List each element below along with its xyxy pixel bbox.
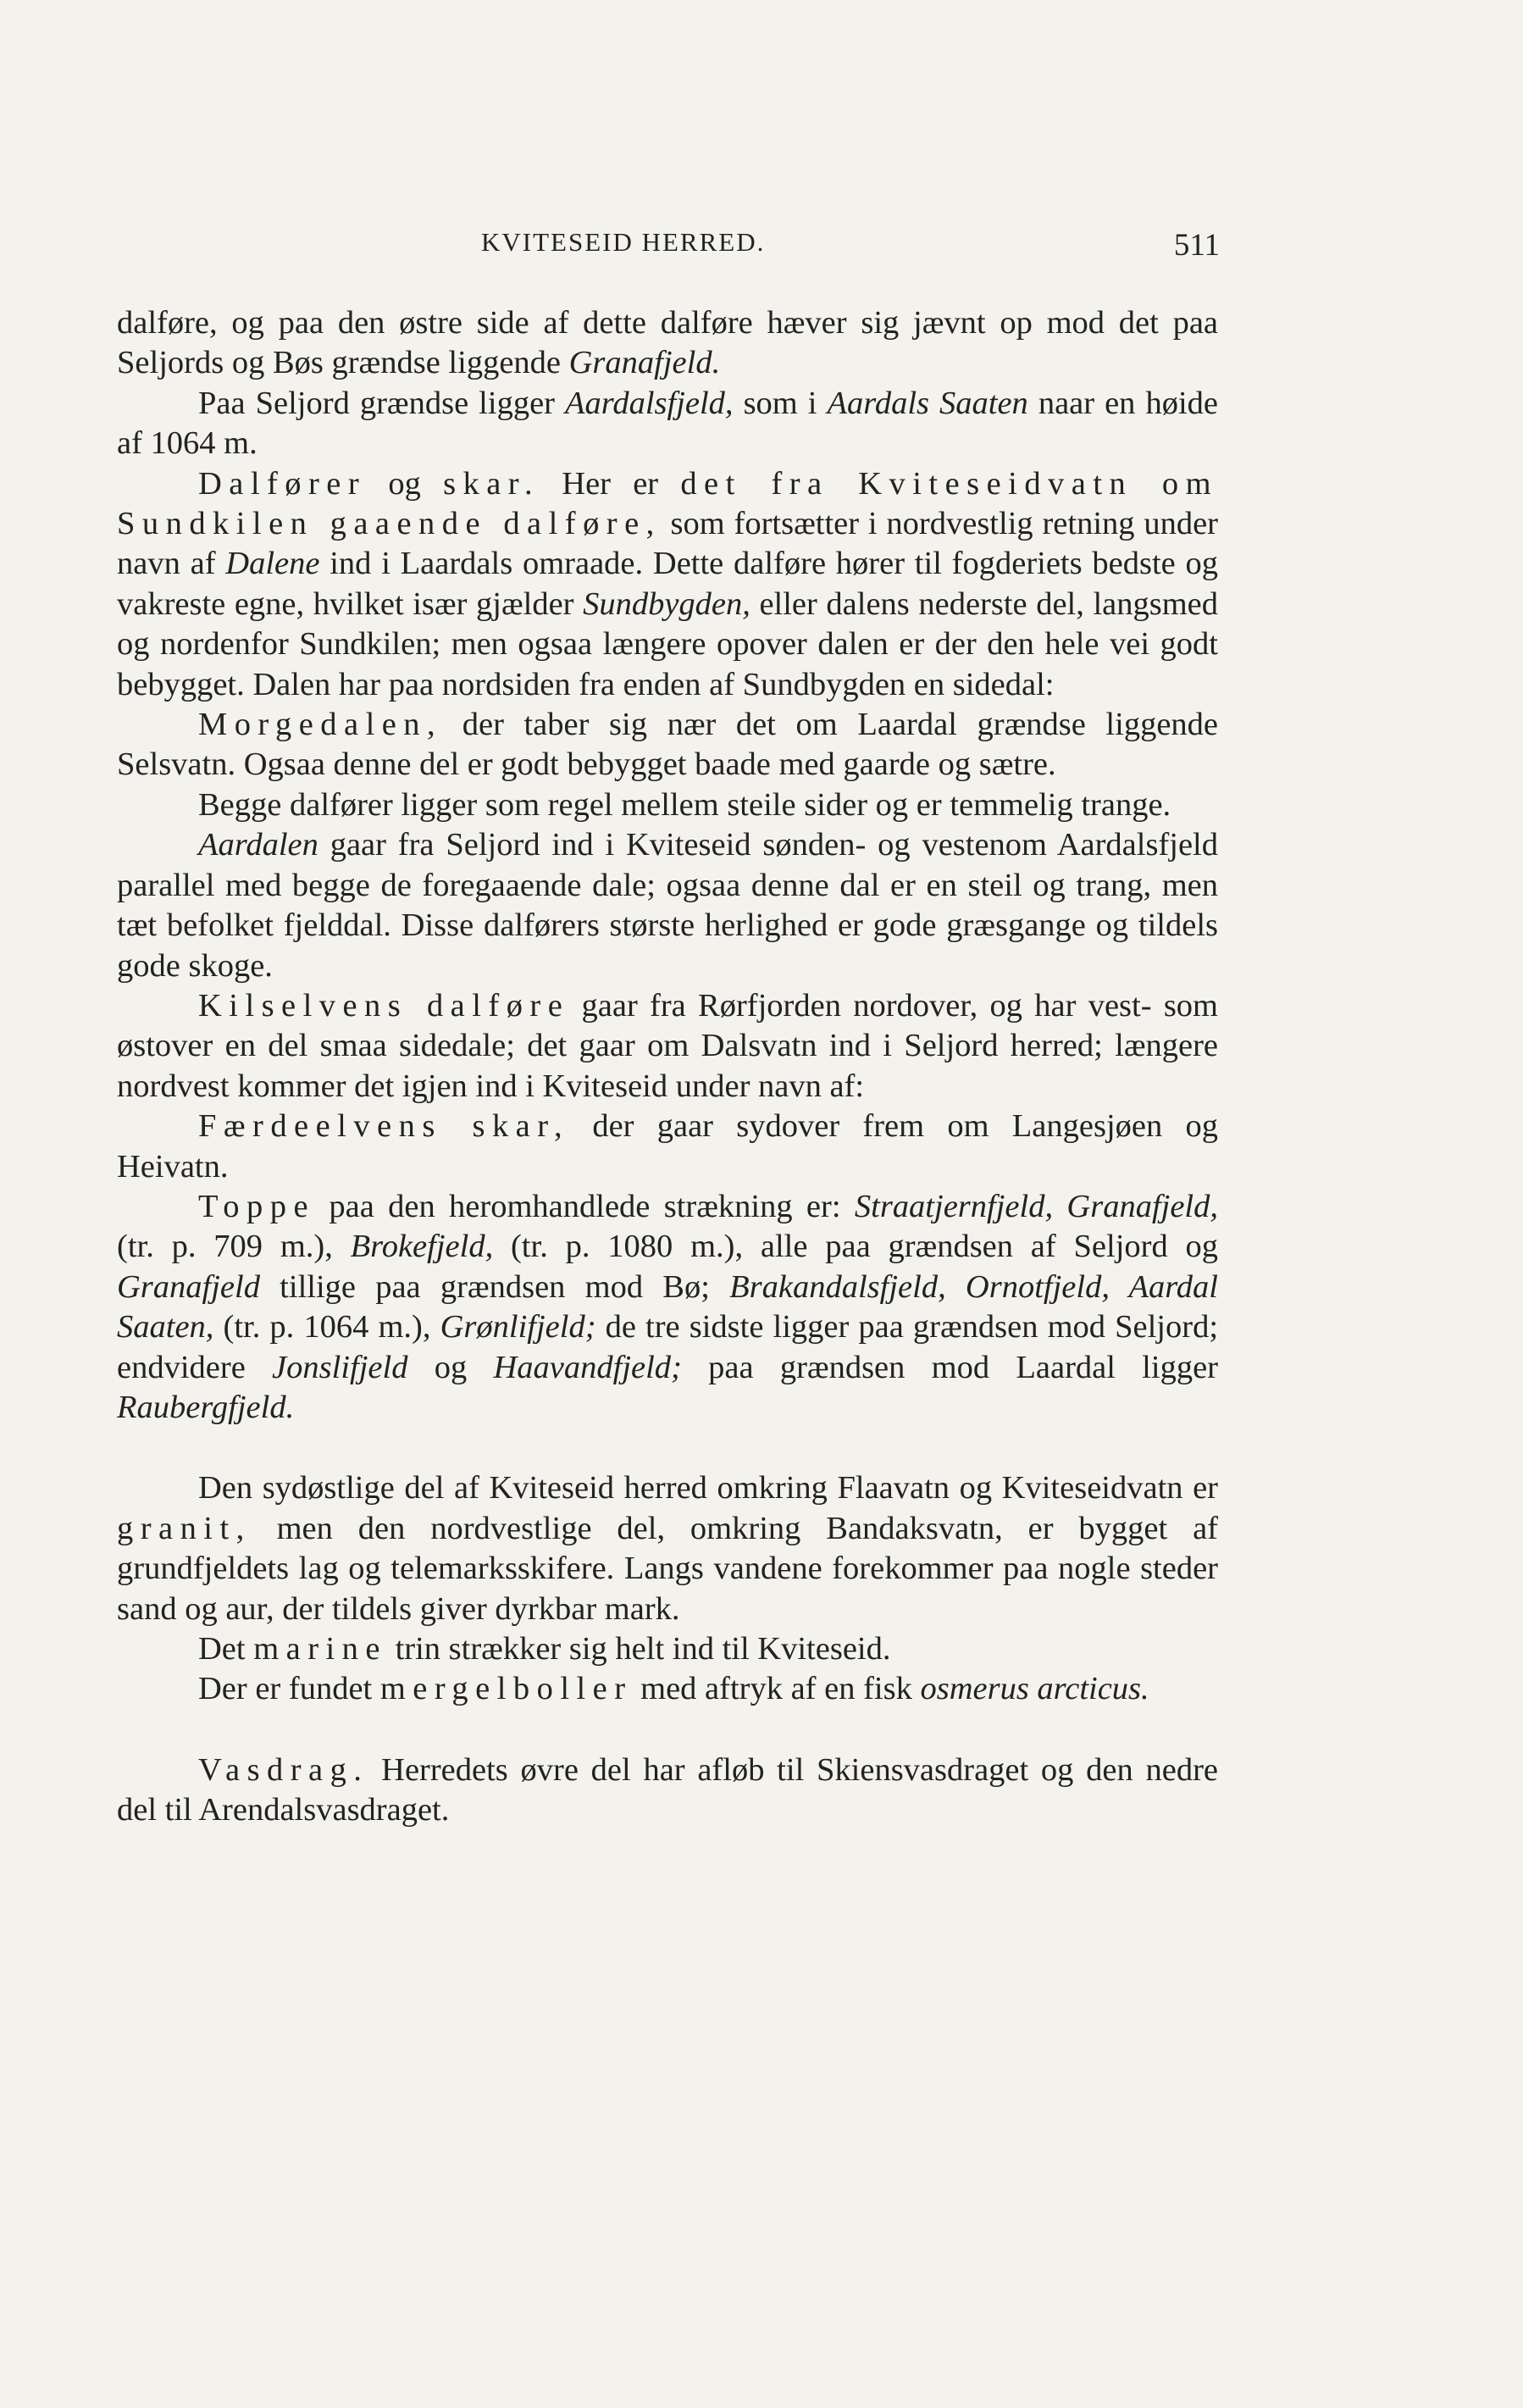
italic-run: Aardalen — [198, 827, 318, 863]
text-run: Den sydøstlige del af Kviteseid herred omkring Flaavatn og Kviteseidvatn er — [198, 1470, 1218, 1506]
text-run: ind i Laardals omraade. Dette dalføre hører til fogderiets bedste og vakreste egne, hvilket især gjælder — [117, 546, 1218, 622]
text-run: og — [366, 465, 444, 502]
text-run: (tr. p. 1080 m.), alle paa grændsen af Seljord og — [493, 1229, 1219, 1265]
text-run: trin strækker sig helt ind til Kviteseid. — [386, 1631, 891, 1667]
paragraph — [117, 303, 1218, 384]
italic-run: osmerus arcticus. — [920, 1671, 1149, 1707]
paragraph — [117, 384, 1218, 464]
text-run: paa den heromhandlede strækning er: — [315, 1188, 855, 1224]
text-run: der taber sig nær det om Laardal grændse liggende Selsvatn. Ogsaa denne del er godt bebygget baade med gaarde og sætre. — [117, 707, 1218, 783]
spaced-run: Vasdrag. — [198, 1751, 369, 1788]
paragraph — [117, 464, 1218, 705]
spaced-run: mergelboller — [379, 1671, 633, 1707]
italic-run: Brakandalsfjeld, Ornotfjeld, Aardal Saaten, — [117, 1268, 1218, 1345]
text-run: Herredets øvre del har afløb til Skiensvasdraget og den nedre del til Arendalsvasdraget. — [117, 1751, 1218, 1828]
italic-run: Straatjernfjeld, Granafjeld, — [854, 1188, 1218, 1224]
text-run: men den nordvestlige del, omkring Bandaksvatn, er bygget af grundfjeldets lag og telemarksskifere. Langs vandene forekommer paa nogle steder sand og aur, der tildels giver dyrkbar mark. — [117, 1510, 1218, 1627]
paragraph — [117, 1187, 1218, 1428]
text-run: tillige paa grændsen mod Bø; — [259, 1268, 730, 1305]
page-number: 511 — [1173, 228, 1220, 263]
spaced-run: Dalfører — [198, 465, 367, 502]
text-run: (tr. p. 1064 m.), — [213, 1309, 440, 1345]
paragraph — [117, 1468, 1218, 1629]
spaced-run: skar. — [443, 465, 540, 502]
paragraph — [117, 986, 1218, 1107]
running-head — [117, 227, 1218, 269]
italic-run: Haavandfjeld; — [493, 1349, 682, 1385]
spaced-run: granit, — [117, 1510, 252, 1546]
italic-run: Granafjeld. — [568, 345, 721, 381]
text-run: dalføre, og paa den østre side af dette dalføre hæver sig jævnt op mod det paa Seljords og Bøs grændse liggende — [117, 305, 1218, 381]
paragraph — [117, 1669, 1218, 1709]
text-run: Det — [198, 1631, 254, 1667]
spaced-run: Færdeelvens skar, — [198, 1108, 570, 1145]
text-run: eller dalens nederste del, langsmed og nordenfor Sundkilen; men ogsaa længere opover dalen er der den hele vei godt bebygget. Dalen har paa nordsiden fra enden af Sundbygden en sidedal: — [117, 585, 1218, 702]
spaced-run: marine — [253, 1631, 387, 1667]
text-run: der gaar sydover frem om Langesjøen og Heivatn. — [117, 1108, 1218, 1185]
italic-run: Grønlifjeld; — [440, 1309, 596, 1345]
paragraph — [117, 705, 1218, 785]
spaced-run: Kilselvens dalføre — [198, 987, 570, 1024]
text-run: gaar fra Rørfjorden nordover, og har vest- som østover en del smaa sidedale; det gaar om Dalsvatn ind i Seljord herred; længere nordvest kommer det igjen ind i Kviteseid under navn af: — [117, 987, 1218, 1104]
body-text — [117, 303, 1218, 1831]
text-run: som fortsætter i nordvestlig retning under navn af — [117, 506, 1218, 582]
text-run: Begge dalfører ligger som regel mellem steile sider og er temmelig trange. — [198, 786, 1171, 823]
italic-run: Aardalsfjeld, — [565, 385, 734, 421]
spaced-run: Toppe — [198, 1188, 316, 1224]
italic-run: Aardals Saaten — [827, 385, 1028, 421]
paragraph — [117, 1107, 1218, 1187]
text-run: (tr. p. 709 m.), — [117, 1229, 351, 1265]
paragraph — [117, 1629, 1218, 1669]
text-run: og — [407, 1349, 494, 1385]
text-run: med aftryk af en fisk — [632, 1671, 921, 1707]
paragraph — [117, 825, 1218, 986]
italic-run: Jonslifjeld — [272, 1349, 408, 1385]
italic-run: Raubergfjeld. — [117, 1389, 295, 1425]
spaced-run: det fra Kviteseidvatn om Sundkilen gaaende dalføre, — [117, 465, 1219, 542]
paragraph — [117, 785, 1218, 825]
italic-run: Sundbygden, — [583, 585, 750, 622]
spaced-run: Morgedalen, — [198, 707, 443, 743]
text-run: Her er — [540, 465, 681, 502]
italic-run: Dalene — [225, 546, 320, 582]
italic-run: Granafjeld — [117, 1268, 260, 1305]
text-run: naar en høide af 1064 m. — [117, 385, 1218, 462]
italic-run: Brokefjeld, — [350, 1229, 494, 1265]
text-run: gaar fra Seljord ind i Kviteseid sønden- og vestenom Aardalsfjeld parallel med begge de foregaaende dale; ogsaa denne dal er en steil og trang, men tæt befolket fjelddal. Disse dalførers største herlighed er gode græsgange og tildels gode skoge. — [117, 827, 1218, 984]
text-run: Der er fundet — [198, 1671, 380, 1707]
running-title: KVITESEID HERRED. — [481, 227, 766, 257]
text-run: paa grændsen mod Laardal ligger — [681, 1349, 1218, 1385]
text-run: Paa Seljord grændse ligger — [198, 385, 565, 421]
text-run: som i — [733, 385, 828, 421]
text-run: de tre sidste ligger paa grændsen mod Seljord; endvidere — [117, 1309, 1219, 1385]
paragraph — [117, 1751, 1218, 1831]
